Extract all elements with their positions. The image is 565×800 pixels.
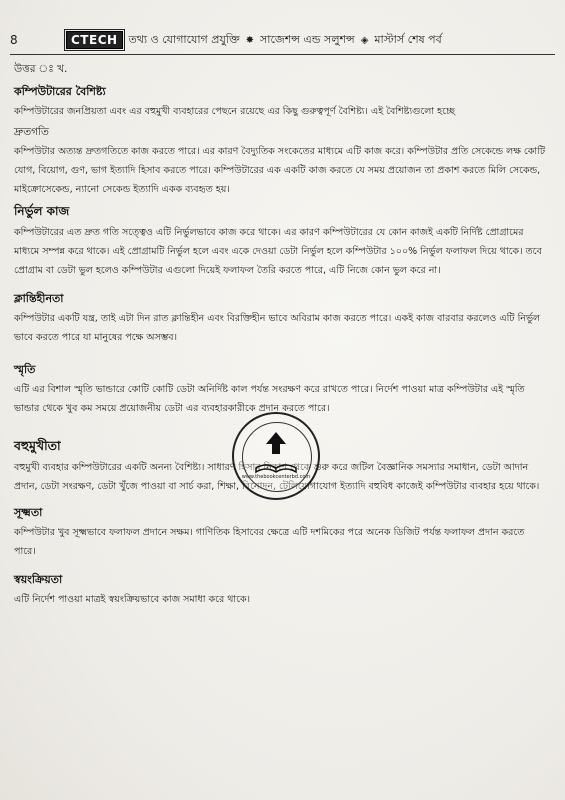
diamond-ornament-icon: ◈ <box>360 34 369 46</box>
section-accuracy <box>14 203 548 280</box>
section-body: এটি এর বিশাল স্মৃতি ভান্ডারে কোটি কোটি ডেটা অনির্দিষ্ট কাল পর্যন্ত সংরক্ষণ করে রাখতে পারে। নির্দেশ পাওয়া মাত্র কম্পিউটার এই স্মৃতি ভান্ডার থেকে খুব কম সময়ে প্রয়োজনীয় ডেটা এর ব্যবহারকারীকে প্রদান করতে পারে। <box>14 384 525 414</box>
section-body: কম্পিউটার অত্যন্ত দ্রুতগতিতে কাজ করতে পারে। এর কারণ বৈদ্যুতিক সংকেতের মাধ্যমে এটি কাজ করে। কম্পিউটার প্রতি সেকেন্ডে লক্ষ কোটি যোগ, বিয়োগ, গুণ, ভাগ ইত্যাদি হিসাব করতে পারে। কম্পিউটারের এক একটি কাজ করতে যে সময় প্রয়োজন তা প্রকাশ করতে মিলি সেকেন্ড, মাইক্রোসেকেন্ড, ন্যানো সেকেন্ড ইত্যাদি একক ব্যবহৃত হয়। <box>14 146 546 195</box>
page-header <box>10 26 555 55</box>
section-body: কম্পিউটার খুব সূক্ষ্মভাবে ফলাফল প্রদানে সক্ষম। গাণিতিক হিসাবের ক্ষেত্রে এটি দশমিকের পরে অনেক ডিজিট পর্যন্ত ফলাফল প্রদান করতে পারে। <box>14 527 525 557</box>
section-heading: সূক্ষ্মতা <box>14 506 43 519</box>
section-body: কম্পিউটার একটি যন্ত্র, তাই এটা দিন রাত ক্লান্তিহীন এবং বিরক্তিহীন ভাবে অবিরাম কাজ করতে পারে। একই কাজ বারবার করলেও এটি নির্ভুল ভাবে করতে পারে যা মানুষের পক্ষে অসম্ভব। <box>14 313 541 343</box>
section-body: কম্পিউটারের এত দ্রুত গতি সত্ত্বেও এটি নির্ভুলভাবে কাজ করে থাকে। এর কারণ কম্পিউটারের যে কোন কাজই একটি নির্দিষ্ট প্রোগ্রামের মাধ্যমে সম্পন্ন করে থাকে। এই প্রোগ্রামটি নির্ভুল হলে এবং একে দেওয়া ডেটা নির্ভুল হলে কম্পিউটার ১০০% নির্ভুল ফলাফল দিয়ে থাকে। তবে প্রোগ্রাম বা ডেটা ভুল হলেও কম্পিউটার এগুলো দিয়েই ফলাফল তৈরি করতে পারে, এটি নিজে কোন ভুল করে না। <box>14 227 542 276</box>
section-heading: নির্ভুল কাজ <box>14 204 70 218</box>
section-heading: স্বয়ংক্রিয়তা <box>14 573 63 586</box>
section-speed <box>14 125 548 199</box>
section-heading: স্মৃতি <box>14 363 36 376</box>
section-tirelessness <box>14 290 548 347</box>
section-heading: ক্লান্তিহীনতা <box>14 292 64 305</box>
section-heading: কম্পিউটারের বৈশিষ্ট্য <box>14 85 106 98</box>
section-body: কম্পিউটারের জনপ্রিয়তা এবং এর বহুমুখী ব্যবহারের পেছনে রয়েছে এর কিছু গুরুত্বপূর্ণ বৈশিষ্ট্য। এই বৈশিষ্ট্যগুলো হচ্ছে <box>14 106 455 117</box>
section-heading: দ্রুতগতি <box>14 126 49 138</box>
bookshop-stamp-icon <box>232 412 320 500</box>
section-heading: বহুমুখীতা <box>14 438 61 453</box>
star-ornament-icon: ✸ <box>245 34 255 46</box>
open-book-icon <box>234 414 318 498</box>
header-subject: তথ্য ও যোগাযোগ প্রযুক্তি <box>128 32 240 46</box>
section-body: বহুমুখী ব্যবহার কম্পিউটারের একটি অনন্য বৈশিষ্ট্য। সাধারণ হিসাব নিকাশ থেকে শুরু করে জটিল বৈজ্ঞানিক সমস্যার সমাধান, ডেটা আদান প্রদান, ডেটা সংরক্ষণ, ডেটা খুঁজে পাওয়া বা সার্চ করা, শিক্ষা, বিনোদন, টেলিযোগাযোগ ইত্যাদি বহুবিধ কাজেই কম্পিউটার ব্যবহার হয়ে থাকে। <box>14 462 540 492</box>
page-number: 8 <box>10 33 18 47</box>
section-features <box>14 83 548 121</box>
section-automation <box>14 571 548 609</box>
header-tagline: সাজেশন্স এন্ড সলুশন্স <box>260 32 355 46</box>
header-edition: মাস্টার্স শেষ পর্ব <box>374 32 442 46</box>
section-body: এটি নির্দেশ পাওয়া মাত্রই স্বয়ংক্রিয়ভাবে কাজ সমাধা করে থাকে। <box>14 594 250 605</box>
answer-label: উত্তর ঃ খ. <box>14 63 68 75</box>
stamp-url: www.thebookcenterbd.com <box>241 474 311 480</box>
section-memory <box>14 361 548 418</box>
page-content <box>14 62 548 609</box>
ctech-logo: CTECH <box>66 31 123 49</box>
section-precision <box>14 504 548 561</box>
